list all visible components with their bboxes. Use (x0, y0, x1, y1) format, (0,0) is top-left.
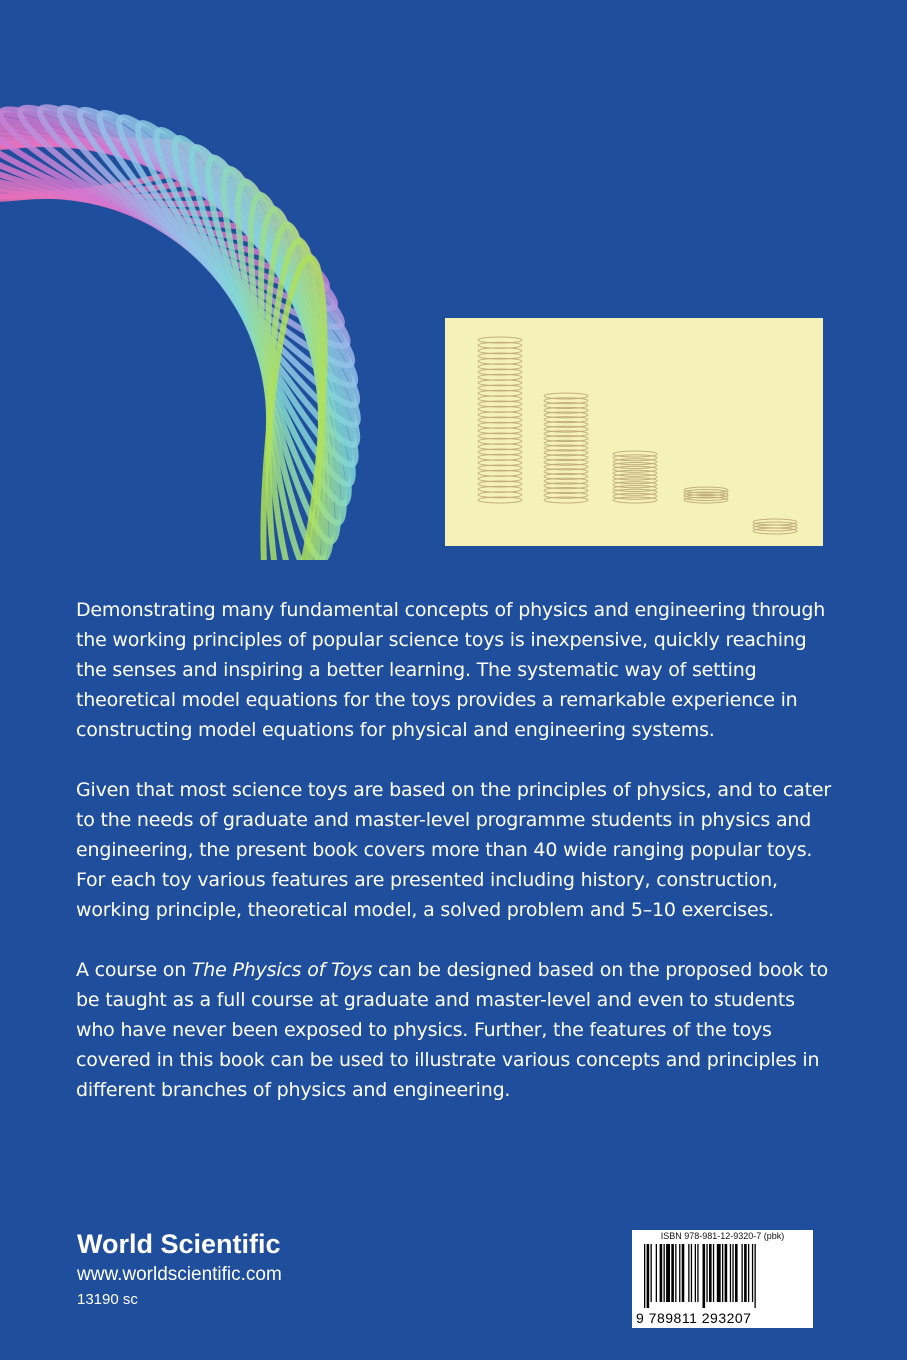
description-paragraph-1: Demonstrating many fundamental concepts of physics and engineering through the working principles of popular science toys is inexpensive, quickly reaching the senses and inspiring a better learning. The systematic way of setting theoretical model equations for the toys provides a remarkable experience in constructing model equations for physical and engineering systems. (76, 599, 826, 741)
product-code: 13190 sc (77, 1291, 138, 1308)
springs-panel (445, 318, 823, 546)
paragraph-3-rest: can be designed based on the proposed book to be taught as a full course at graduate and master-level and even to students who have never been exposed to physics. Further, the features of the toys covered in this book can be used to illustrate various concepts and principles in different branches of physics and engineering. (76, 959, 828, 1101)
isbn-text: ISBN 978-981-12-9320-7 (pbk) (660, 1231, 785, 1241)
spring (478, 337, 522, 503)
publisher-block (77, 1228, 282, 1312)
barcode-digits: 9 789811 293207 (636, 1310, 752, 1326)
publisher-url: www.worldscientific.com (77, 1264, 282, 1285)
description-paragraph-3 (76, 955, 836, 1105)
springs-illustration (445, 318, 823, 546)
barcode-bars (644, 1244, 804, 1308)
publisher-name: World Scientific (77, 1229, 281, 1259)
spring (684, 487, 728, 503)
slinky-illustration (0, 0, 440, 560)
spring (753, 519, 797, 534)
spring (544, 393, 588, 503)
isbn-barcode (632, 1230, 813, 1328)
spring (613, 451, 657, 503)
paragraph-3-lead: A course on (76, 959, 192, 981)
description-paragraph-2: Given that most science toys are based on the principles of physics, and to cater to the needs of graduate and master-level programme students in physics and engineering, the present book covers more than 40 wide ranging popular toys. For each toy various features are presented including history, construction, working principle, theoretical model, a solved problem and 5–10 exercises. (76, 779, 831, 921)
book-description (76, 595, 836, 1135)
book-title-italic: The Physics of Toys (191, 959, 373, 981)
